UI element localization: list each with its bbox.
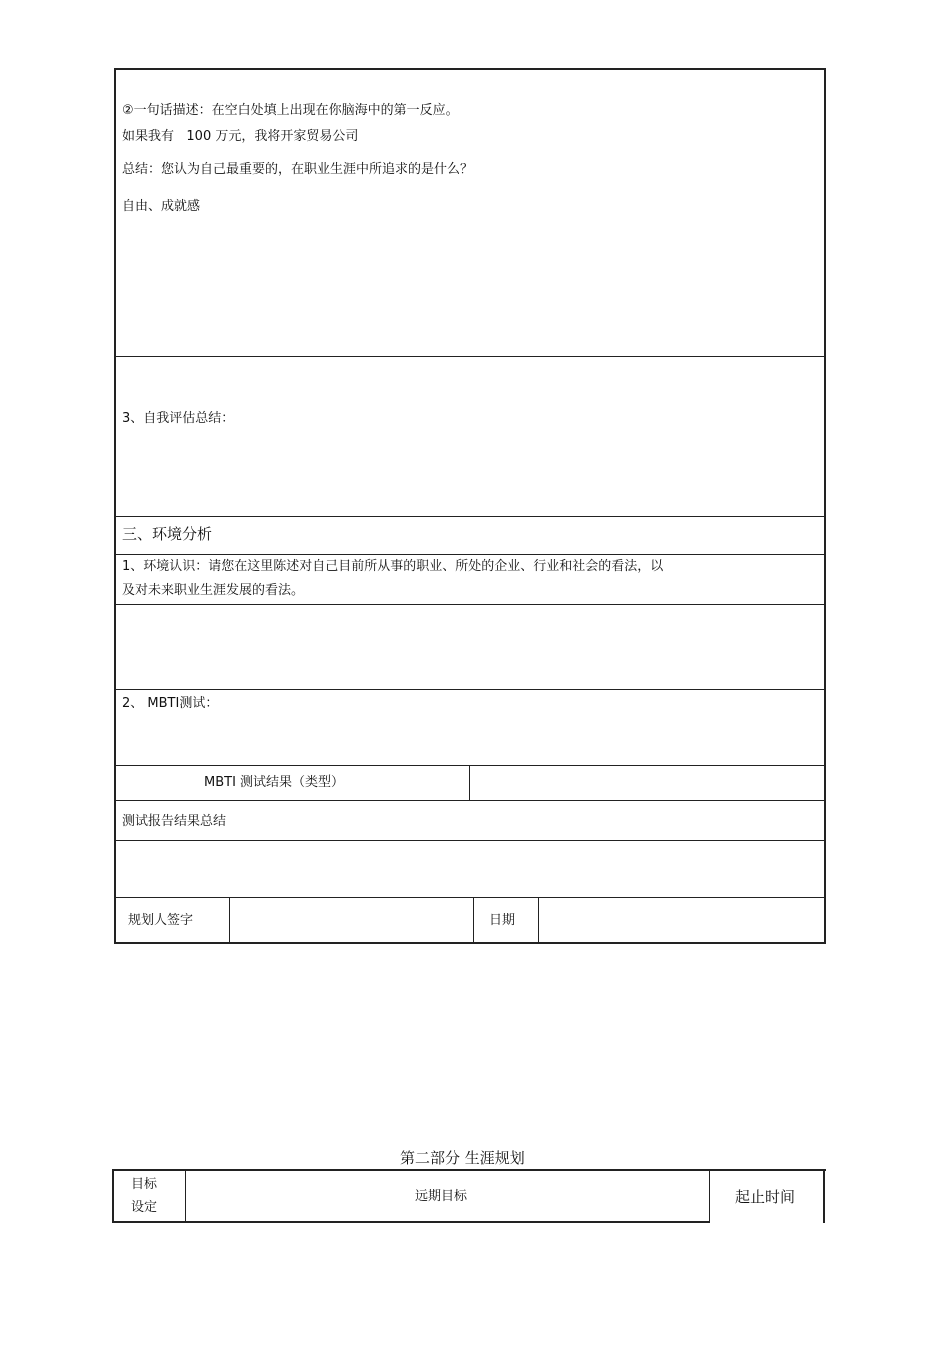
column-divider — [185, 1170, 186, 1222]
mbti-result-label: MBTI 测试结果（类型） — [204, 775, 345, 790]
one-sentence-instruction: ②一句话描述：在空白处填上出现在你脑海中的第一反应。 — [122, 103, 459, 118]
table-border-bottom — [114, 942, 826, 944]
row-divider — [116, 604, 824, 605]
date-label: 日期 — [489, 913, 516, 928]
row-divider — [116, 800, 824, 801]
test-report-summary-label: 测试报告结果总结 — [122, 814, 227, 829]
self-assessment-summary-label: 3、自我评估总结： — [122, 411, 235, 426]
row-divider — [116, 897, 824, 898]
column-divider — [469, 765, 470, 800]
table-border-right — [823, 1169, 825, 1223]
environment-analysis-heading: 三、环境分析 — [122, 525, 213, 543]
row-divider — [116, 356, 824, 357]
period-header: 起止时间 — [735, 1188, 796, 1206]
table-border-top — [112, 1169, 826, 1171]
goal-setting-label-line1: 目标 — [131, 1177, 158, 1192]
row-divider — [116, 554, 824, 555]
column-divider — [709, 1170, 710, 1222]
table-border-right — [824, 68, 826, 944]
row-divider — [116, 689, 824, 690]
summary-question: 总结：您认为自己最重要的，在职业生涯中所追求的是什么？ — [122, 162, 474, 177]
column-divider — [229, 897, 230, 942]
planner-signature-label: 规划人签字 — [128, 913, 194, 928]
long-term-goal-header: 远期目标 — [415, 1189, 468, 1204]
environment-awareness-prompt-line1: 1、环境认识：请您在这里陈述对自己目前所从事的职业、所处的企业、行业和社会的看法，以 — [122, 559, 664, 574]
table-border-bottom — [112, 1221, 710, 1223]
table-border-left — [112, 1169, 114, 1223]
mbti-test-label: 2、 MBTI测试： — [122, 696, 219, 711]
row-divider — [116, 840, 824, 841]
column-divider — [473, 897, 474, 942]
row-divider — [116, 765, 824, 766]
environment-awareness-prompt-line2: 及对未来职业生涯发展的看法。 — [122, 583, 305, 598]
column-divider — [538, 897, 539, 942]
one-sentence-answer: 如果我有 100 万元，我将开家贸易公司 — [122, 129, 359, 144]
table-border-top — [114, 68, 826, 70]
part-two-title: 第二部分 生涯规划 — [400, 1149, 525, 1167]
summary-answer: 自由、成就感 — [122, 199, 201, 214]
row-divider — [116, 516, 824, 517]
goal-setting-label-line2: 设定 — [131, 1200, 158, 1215]
table-border-left — [114, 68, 116, 944]
